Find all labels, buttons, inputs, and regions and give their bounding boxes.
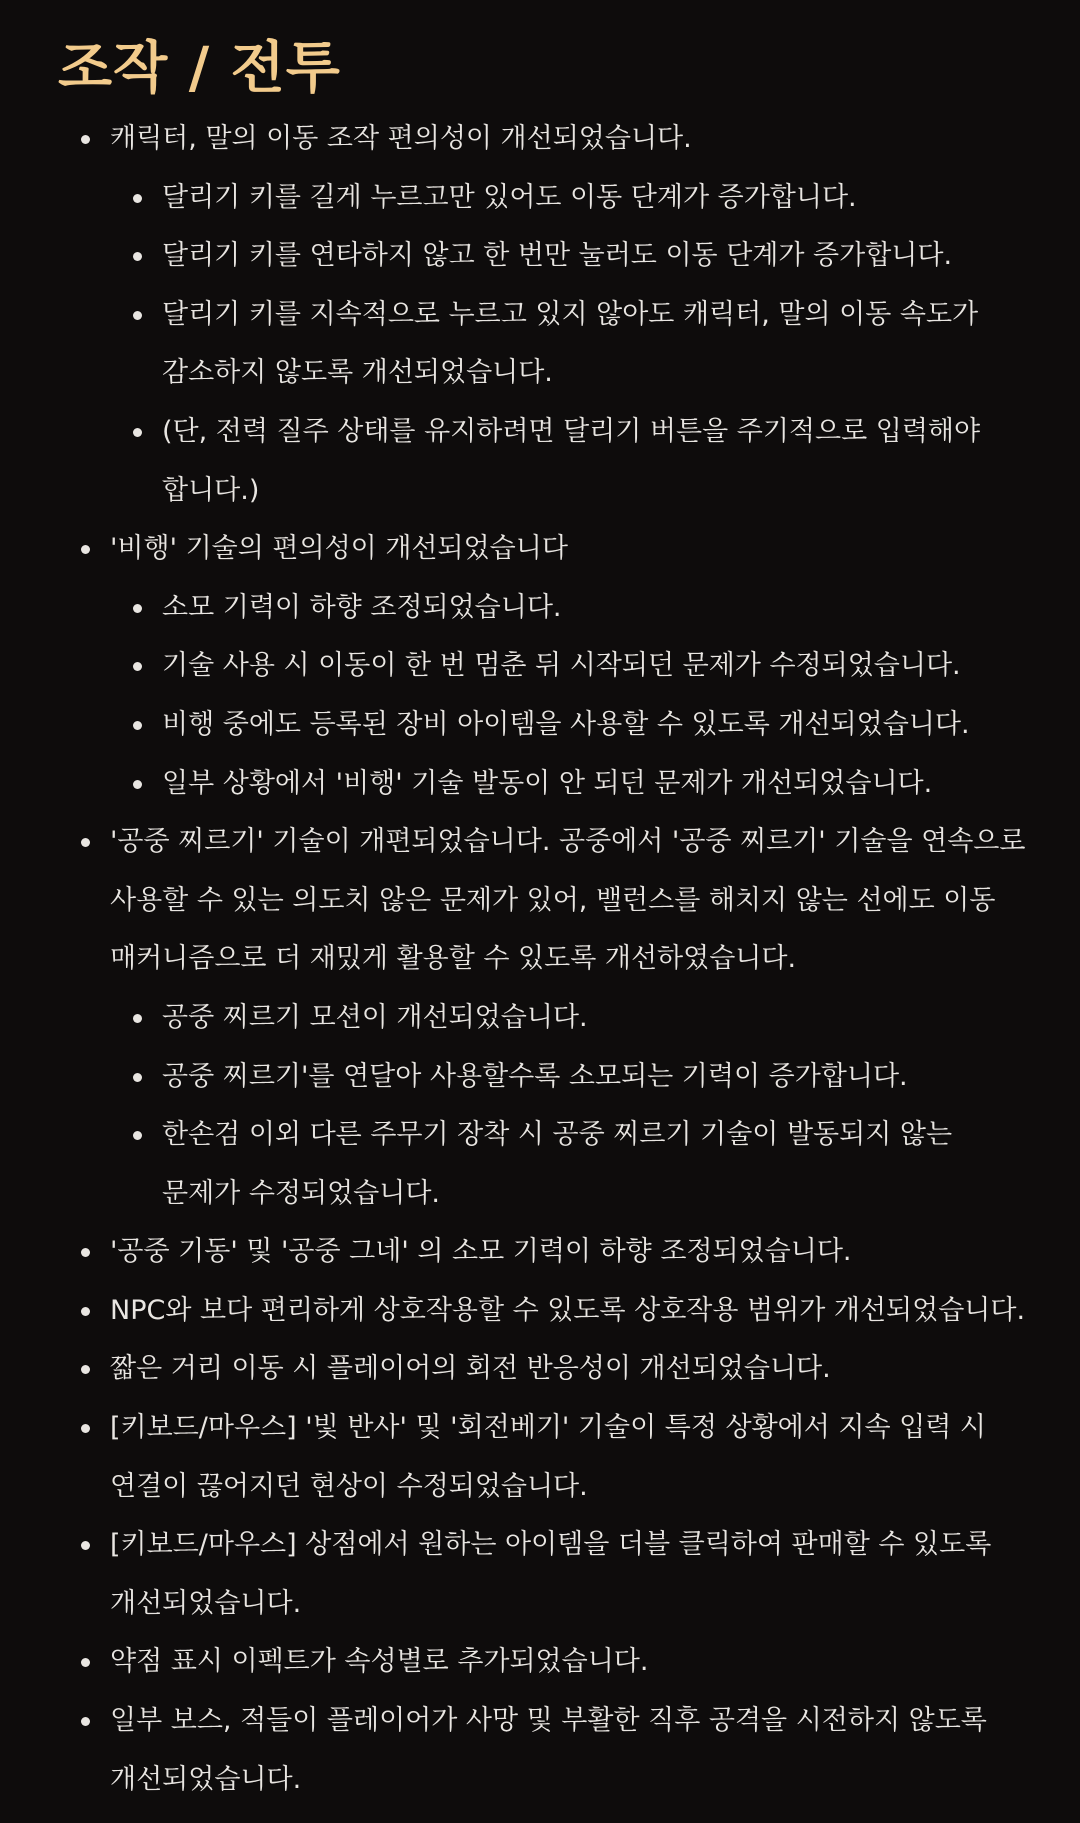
item-text: 사용할 수 있는 의도치 않은 문제가 있어, 밸런스를 해치지 않는 선에도 이동 <box>110 884 996 916</box>
bullet-icon <box>133 1073 142 1082</box>
item-text: [키보드/마우스] '빛 반사' 및 '회전베기' 기술이 특정 상황에서 지속 입력 시 <box>110 1412 986 1444</box>
bullet-icon <box>81 1365 90 1374</box>
bullet-icon <box>81 1248 90 1257</box>
sub-list-item <box>0 696 1080 755</box>
item-text: '공중 찌르기' 기술이 개편되었습니다. 공중에서 '공중 찌르기' 기술을 연속으로 <box>110 826 1026 858</box>
list-item <box>0 1223 1080 1282</box>
item-text: 개선되었습니다. <box>110 1763 302 1795</box>
item-text: '공중 기동' 및 '공중 그네' 의 소모 기력이 하향 조정되었습니다. <box>110 1236 852 1268</box>
list-item <box>0 110 1080 169</box>
sub-list-item <box>0 755 1080 814</box>
bullet-icon <box>133 1131 142 1140</box>
sub-list-item <box>0 169 1080 228</box>
bullet-icon <box>133 194 142 203</box>
item-text: 기술 사용 시 이동이 한 번 멈춘 뒤 시작되던 문제가 수정되었습니다. <box>162 650 961 682</box>
bullet-icon <box>81 545 90 554</box>
bullet-icon <box>133 662 142 671</box>
item-text: 약점 표시 이펙트가 속성별로 추가되었습니다. <box>110 1646 649 1678</box>
list-item <box>0 1692 1080 1809</box>
list-item <box>0 813 1080 989</box>
sub-list-item <box>0 579 1080 638</box>
sub-list-item <box>0 989 1080 1048</box>
bullet-icon <box>133 604 142 613</box>
item-text: 소모 기력이 하향 조정되었습니다. <box>162 591 562 623</box>
item-text: 한손검 이외 다른 주무기 장착 시 공중 찌르기 기술이 발동되지 않는 <box>162 1119 953 1151</box>
item-text: 달리기 키를 길게 누르고만 있어도 이동 단계가 증가합니다. <box>162 181 857 213</box>
bullet-icon <box>133 780 142 789</box>
item-text: 매커니즘으로 더 재밌게 활용할 수 있도록 개선하였습니다. <box>110 943 797 975</box>
bullet-icon <box>81 1717 90 1726</box>
item-text: 연결이 끊어지던 현상이 수정되었습니다. <box>110 1470 588 1502</box>
bullet-icon <box>81 135 90 144</box>
sub-list-item <box>0 1106 1080 1223</box>
sub-list-item <box>0 1048 1080 1107</box>
bullet-icon <box>133 311 142 320</box>
item-text: (단, 전력 질주 상태를 유지하려면 달리기 버튼을 주기적으로 입력해야 <box>162 415 981 447</box>
item-text: 문제가 수정되었습니다. <box>162 1177 440 1209</box>
bullet-icon <box>81 1307 90 1316</box>
item-text: 달리기 키를 지속적으로 누르고 있지 않아도 캐릭터, 말의 이동 속도가 <box>162 298 979 330</box>
section-title: 조작 / 전투 <box>58 36 341 101</box>
bullet-icon <box>133 721 142 730</box>
item-text: [키보드/마우스] 상점에서 원하는 아이템을 더블 클릭하여 판매할 수 있도록 <box>110 1529 992 1561</box>
bullet-icon <box>81 1424 90 1433</box>
item-text: 공중 찌르기 모션이 개선되었습니다. <box>162 1001 588 1033</box>
item-text: 짧은 거리 이동 시 플레이어의 회전 반응성이 개선되었습니다. <box>110 1353 831 1385</box>
sub-list-item <box>0 286 1080 403</box>
item-text: 일부 보스, 적들이 플레이어가 사망 및 부활한 직후 공격을 시전하지 않도록 <box>110 1705 987 1737</box>
list-item <box>0 1516 1080 1633</box>
sub-list-item <box>0 403 1080 520</box>
bullet-icon <box>81 1541 90 1550</box>
item-text: 비행 중에도 등록된 장비 아이템을 사용할 수 있도록 개선되었습니다. <box>162 708 970 740</box>
item-text: 개선되었습니다. <box>110 1587 302 1619</box>
bullet-icon <box>133 1014 142 1023</box>
item-text: 공중 찌르기'를 연달아 사용할수록 소모되는 기력이 증가합니다. <box>162 1060 908 1092</box>
item-text: 일부 상황에서 '비행' 기술 발동이 안 되던 문제가 개선되었습니다. <box>162 767 933 799</box>
list-item <box>0 1633 1080 1692</box>
list-item <box>0 520 1080 579</box>
bullet-icon <box>81 1658 90 1667</box>
change-list <box>0 110 1080 1809</box>
item-text: 달리기 키를 연타하지 않고 한 번만 눌러도 이동 단계가 증가합니다. <box>162 240 953 272</box>
item-text: NPC와 보다 편리하게 상호작용할 수 있도록 상호작용 범위가 개선되었습니다. <box>110 1294 1026 1326</box>
item-text: '비행' 기술의 편의성이 개선되었습니다 <box>110 533 568 565</box>
list-item <box>0 1399 1080 1516</box>
list-item <box>0 1340 1080 1399</box>
item-text: 합니다.) <box>162 474 260 506</box>
bullet-icon <box>133 428 142 437</box>
sub-list-item <box>0 227 1080 286</box>
list-item <box>0 1282 1080 1341</box>
bullet-icon <box>81 838 90 847</box>
bullet-icon <box>133 252 142 261</box>
item-text: 감소하지 않도록 개선되었습니다. <box>162 357 553 389</box>
sub-list-item <box>0 637 1080 696</box>
item-text: 캐릭터, 말의 이동 조작 편의성이 개선되었습니다. <box>110 123 692 154</box>
